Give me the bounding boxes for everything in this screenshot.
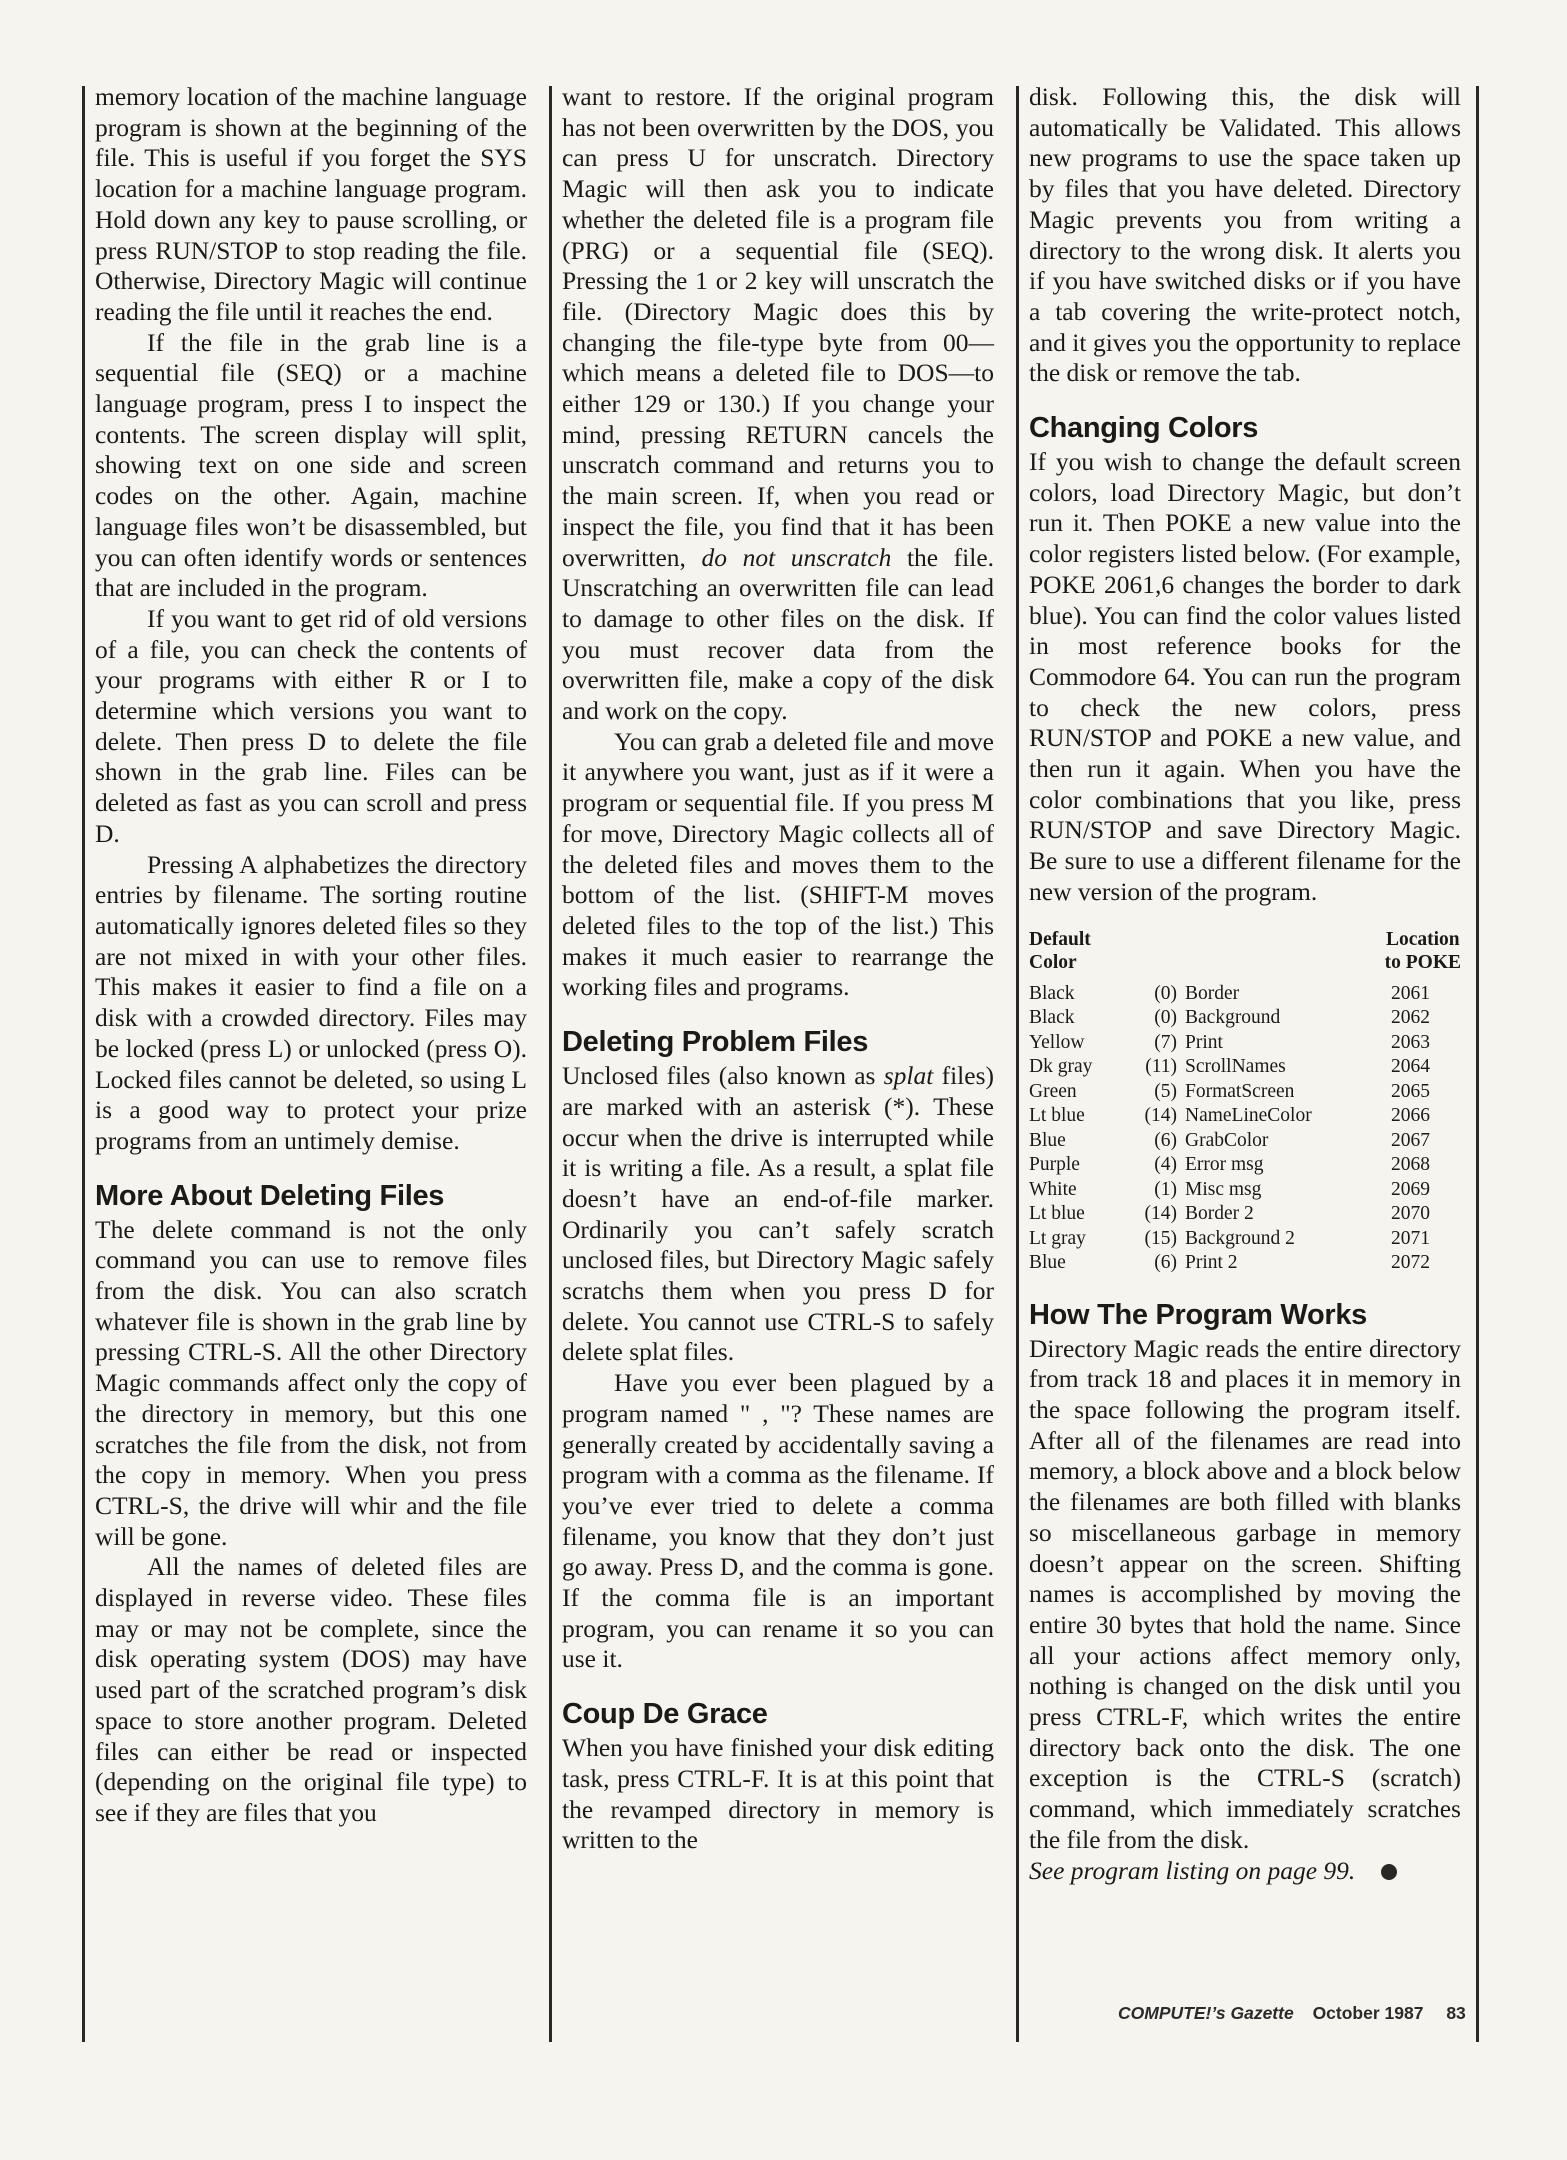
color-value: (14) bbox=[1144, 1105, 1177, 1127]
column-rule-left bbox=[82, 86, 85, 2042]
table-row bbox=[1029, 1006, 1461, 1031]
paragraph: You can grab a deleted file and move it anywhere you want, just as if it were a program or sequential file. If you press M for move, Directory Magic collects all of the deleted files and moves them to the bottom of the list. (SHIFT-M moves deleted files to the top of the list.) This makes it much easier to rearrange the working files and programs. bbox=[562, 726, 994, 1002]
table-row bbox=[1029, 1031, 1461, 1056]
section-heading: More About Deleting Files bbox=[95, 1179, 445, 1212]
paragraph bbox=[1029, 1856, 1461, 1887]
color-name: White bbox=[1029, 1178, 1077, 1200]
color-name: Purple bbox=[1029, 1154, 1080, 1176]
paragraph: Directory Magic reads the entire directory from track 18 and places it in memory in the space following the program itself. After all of the filenames are read into memory, a block above and a block below the filenames are both filled with blanks so miscellaneous garbage in memory doesn’t appear on the screen. Shifting names is accomplished by moving the entire 30 bytes that hold the name. Since all your actions affect memory only, nothing is changed on the disk until you press CTRL-F, which writes the entire directory back onto the disk. The one exception is the CTRL-S (scratch) command, which immediately scratches the file from the disk. bbox=[1029, 1333, 1461, 1854]
table-row bbox=[1029, 1080, 1461, 1105]
poke-location: 2071 bbox=[1391, 1227, 1430, 1249]
table-row bbox=[1029, 1227, 1461, 1252]
magazine-name: COMPUTE!’s Gazette bbox=[1118, 2003, 1294, 2023]
register-name: ScrollNames bbox=[1185, 1056, 1286, 1078]
register-name: FormatScreen bbox=[1185, 1080, 1295, 1102]
color-name: Black bbox=[1029, 1007, 1075, 1029]
poke-location: 2064 bbox=[1391, 1056, 1430, 1078]
table-row bbox=[1029, 1178, 1461, 1203]
program-listing-reference: See program listing on page 99. bbox=[1029, 1855, 1356, 1885]
text-run: want to restore. If the original program has not been overwritten by the DOS, you can press U for unscratch. Directory Magic will then ask you to indicate whether the deleted file is a program file (PRG) or a sequential file (SEQ). Pressing the 1 or 2 key will unscratch the file. (Directory Magic does this by changing the file-type byte from 00—which means a deleted file to DOS—to either 129 or 130.) If you change your mind, pressing RETURN cancels the unscratch command and returns you to the main screen. If, when you read or inspect the file, you find that it has been overwritten, bbox=[562, 82, 994, 572]
register-name: Border bbox=[1185, 982, 1240, 1004]
emphasis-text: splat bbox=[883, 1061, 934, 1091]
color-table-header bbox=[1029, 928, 1461, 974]
poke-location: 2063 bbox=[1391, 1031, 1430, 1053]
color-value: (6) bbox=[1154, 1129, 1177, 1151]
page-number: 83 bbox=[1446, 2003, 1466, 2023]
color-value: (7) bbox=[1154, 1031, 1177, 1053]
register-name: GrabColor bbox=[1185, 1129, 1269, 1151]
poke-location: 2070 bbox=[1391, 1203, 1430, 1225]
color-value: (15) bbox=[1144, 1227, 1177, 1249]
color-name: Blue bbox=[1029, 1129, 1066, 1151]
register-name: NameLineColor bbox=[1185, 1105, 1312, 1127]
paragraph: If you want to get rid of old versions of a file, you can check the contents of your programs with either R or I to determine which versions you want to delete. Then press D to delete the file shown in the grab line. Files can be deleted as fast as you can scroll and press D. bbox=[95, 603, 527, 848]
paragraph: disk. Following this, the disk will automatically be Validated. This allows new programs to use the space taken up by files that you have deleted. Directory Magic prevents you from writing a directory to the wrong disk. It alerts you if you have switched disks or if you have a tab covering the write-protect notch, and it gives you the opportunity to replace the disk or remove the tab. bbox=[1029, 82, 1461, 388]
color-value: (14) bbox=[1144, 1203, 1177, 1225]
poke-location: 2066 bbox=[1391, 1105, 1430, 1127]
color-name: Black bbox=[1029, 982, 1075, 1004]
color-name: Dk gray bbox=[1029, 1056, 1093, 1078]
register-name: Background 2 bbox=[1185, 1227, 1295, 1249]
paragraph: Have you ever been plagued by a program named " , "? These names are generally created by accidentally saving a program with a comma as the filename. If you’ve ever tried to delete a comma filename, you know that they don’t just go away. Press D, and the comma is gone. If the comma file is an important program, you can rename it so you can use it. bbox=[562, 1368, 994, 1674]
table-row bbox=[1029, 1202, 1461, 1227]
header-location bbox=[1385, 928, 1461, 974]
poke-location: 2062 bbox=[1391, 1007, 1430, 1029]
paragraph: All the names of deleted files are displayed in reverse video. These files may or may not be complete, since the disk operating system (DOS) may have used part of the scratched program’s disk space to store another program. Deleted files can either be read or inspected (depending on the original file type) to see if they are files that you bbox=[95, 1552, 527, 1827]
issue-date: October 1987 bbox=[1312, 2003, 1424, 2023]
color-name: Lt blue bbox=[1029, 1203, 1085, 1225]
color-table-body bbox=[1029, 982, 1461, 1276]
color-value: (1) bbox=[1154, 1178, 1177, 1200]
color-value: (6) bbox=[1154, 1252, 1177, 1274]
column-rule-right bbox=[1476, 86, 1479, 2042]
poke-location: 2069 bbox=[1391, 1178, 1430, 1200]
column-rule-1 bbox=[549, 86, 552, 2042]
end-of-article-mark-icon bbox=[1381, 1864, 1397, 1880]
poke-location: 2061 bbox=[1391, 982, 1430, 1004]
column-1 bbox=[95, 82, 527, 2062]
paragraph: Pressing A alphabetizes the directory entries by filename. The sorting routine automatically ignores deleted files so they are not mixed in with your other files. This makes it easier to find a file on a disk with a crowded directory. Files may be locked (press L) or unlocked (press O). Locked files cannot be deleted, so using L is a good way to protect your prize programs from an untimely demise. bbox=[95, 849, 527, 1155]
register-name: Print bbox=[1185, 1031, 1223, 1053]
text-run: Unclosed files (also known as bbox=[562, 1061, 876, 1091]
color-value: (11) bbox=[1145, 1056, 1177, 1078]
section-heading: Deleting Problem Files bbox=[562, 1026, 869, 1059]
register-name: Background bbox=[1185, 1007, 1281, 1029]
column-rule-2 bbox=[1016, 86, 1019, 2042]
color-name: Lt blue bbox=[1029, 1105, 1085, 1127]
paragraph: When you have finished your disk editing task, press CTRL-F. It is at this point that the revamped directory in memory is written to the bbox=[562, 1733, 994, 1855]
color-value: (5) bbox=[1154, 1080, 1177, 1102]
poke-location: 2067 bbox=[1391, 1129, 1430, 1151]
paragraph bbox=[562, 82, 994, 727]
register-name: Error msg bbox=[1185, 1154, 1264, 1176]
color-value: (4) bbox=[1154, 1154, 1177, 1176]
paragraph bbox=[562, 1061, 994, 1368]
header-default-color bbox=[1029, 928, 1091, 974]
column-2 bbox=[562, 82, 994, 2062]
paragraph: The delete command is not the only command you can use to remove files from the disk. You can also scratch whatever file is shown in the grab line by pressing CTRL-S. All the other Directory Magic commands affect only the copy of the directory in memory, but this one scratches the file from the disk, not from the copy in memory. When you press CTRL-S, the drive will whir and the file will be gone. bbox=[95, 1214, 527, 1551]
register-name: Misc msg bbox=[1185, 1178, 1262, 1200]
paragraph: memory location of the machine language program is shown at the beginning of the file. This is useful if you forget the SYS location for a machine language program. Hold down any key to pause scrolling, or press RUN/STOP to stop reading the file. Otherwise, Directory Magic will continue reading the file until it reaches the end. bbox=[95, 82, 527, 326]
poke-location: 2068 bbox=[1391, 1154, 1430, 1176]
color-value: (0) bbox=[1154, 982, 1177, 1004]
color-name: Green bbox=[1029, 1080, 1077, 1102]
table-row bbox=[1029, 1153, 1461, 1178]
paragraph: If you wish to change the default screen colors, load Directory Magic, but don’t run it. Then POKE a new value into the color registers listed below. (For example, POKE 2061,6 changes the border to dark blue). You can find the color values listed in most reference books for the Commodore 64. You can run the program to check the new colors, press RUN/STOP and POKE a new value, and then run it again. When you have the color combinations that you like, press RUN/STOP and save Directory Magic. Be sure to use a different filename for the new version of the program. bbox=[1029, 447, 1461, 906]
register-name: Border 2 bbox=[1185, 1203, 1254, 1225]
section-heading: How The Program Works bbox=[1029, 1298, 1368, 1331]
color-table bbox=[1029, 928, 1461, 1276]
table-row bbox=[1029, 1055, 1461, 1080]
text-run: the file. Unscratching an overwritten file can lead to damage to other files on the disk. If you must recover data from the overwritten file, make a copy of the disk and work on the copy. bbox=[562, 542, 995, 726]
page-footer bbox=[1118, 2003, 1478, 2024]
color-name: Yellow bbox=[1029, 1031, 1085, 1053]
poke-location: 2072 bbox=[1391, 1252, 1430, 1274]
section-heading: Changing Colors bbox=[1029, 412, 1259, 445]
text-run: files) are marked with an asterisk (*). These occur when the drive is interrupted while it is writing a file. As a result, a splat file doesn’t have an end-of-file marker. Ordinarily you can’t safely scratch unclosed files, but Directory Magic safely scratchs them when you press D for delete. You cannot use CTRL-S to safely delete splat files. bbox=[562, 1061, 995, 1367]
table-row bbox=[1029, 1104, 1461, 1129]
poke-location: 2065 bbox=[1391, 1080, 1430, 1102]
header-text: Default bbox=[1029, 928, 1091, 950]
color-name: Lt gray bbox=[1029, 1227, 1086, 1249]
column-3 bbox=[1029, 82, 1461, 2062]
table-row bbox=[1029, 1251, 1461, 1276]
table-row bbox=[1029, 1129, 1461, 1154]
register-name: Print 2 bbox=[1185, 1252, 1238, 1274]
color-value: (0) bbox=[1154, 1007, 1177, 1029]
emphasis-text: do not unscratch bbox=[701, 542, 892, 572]
header-text: to POKE bbox=[1384, 951, 1461, 973]
section-heading: Coup De Grace bbox=[562, 1698, 768, 1731]
table-row bbox=[1029, 982, 1461, 1007]
color-name: Blue bbox=[1029, 1252, 1066, 1274]
header-text: Color bbox=[1029, 951, 1077, 973]
paragraph: If the file in the grab line is a sequential file (SEQ) or a machine language program, press I to inspect the contents. The screen display will split, showing text on one side and screen codes on the other. Again, machine language files won’t be disassembled, but you can often identify words or sentences that are included in the program. bbox=[95, 327, 527, 603]
header-text: Location bbox=[1385, 928, 1460, 950]
